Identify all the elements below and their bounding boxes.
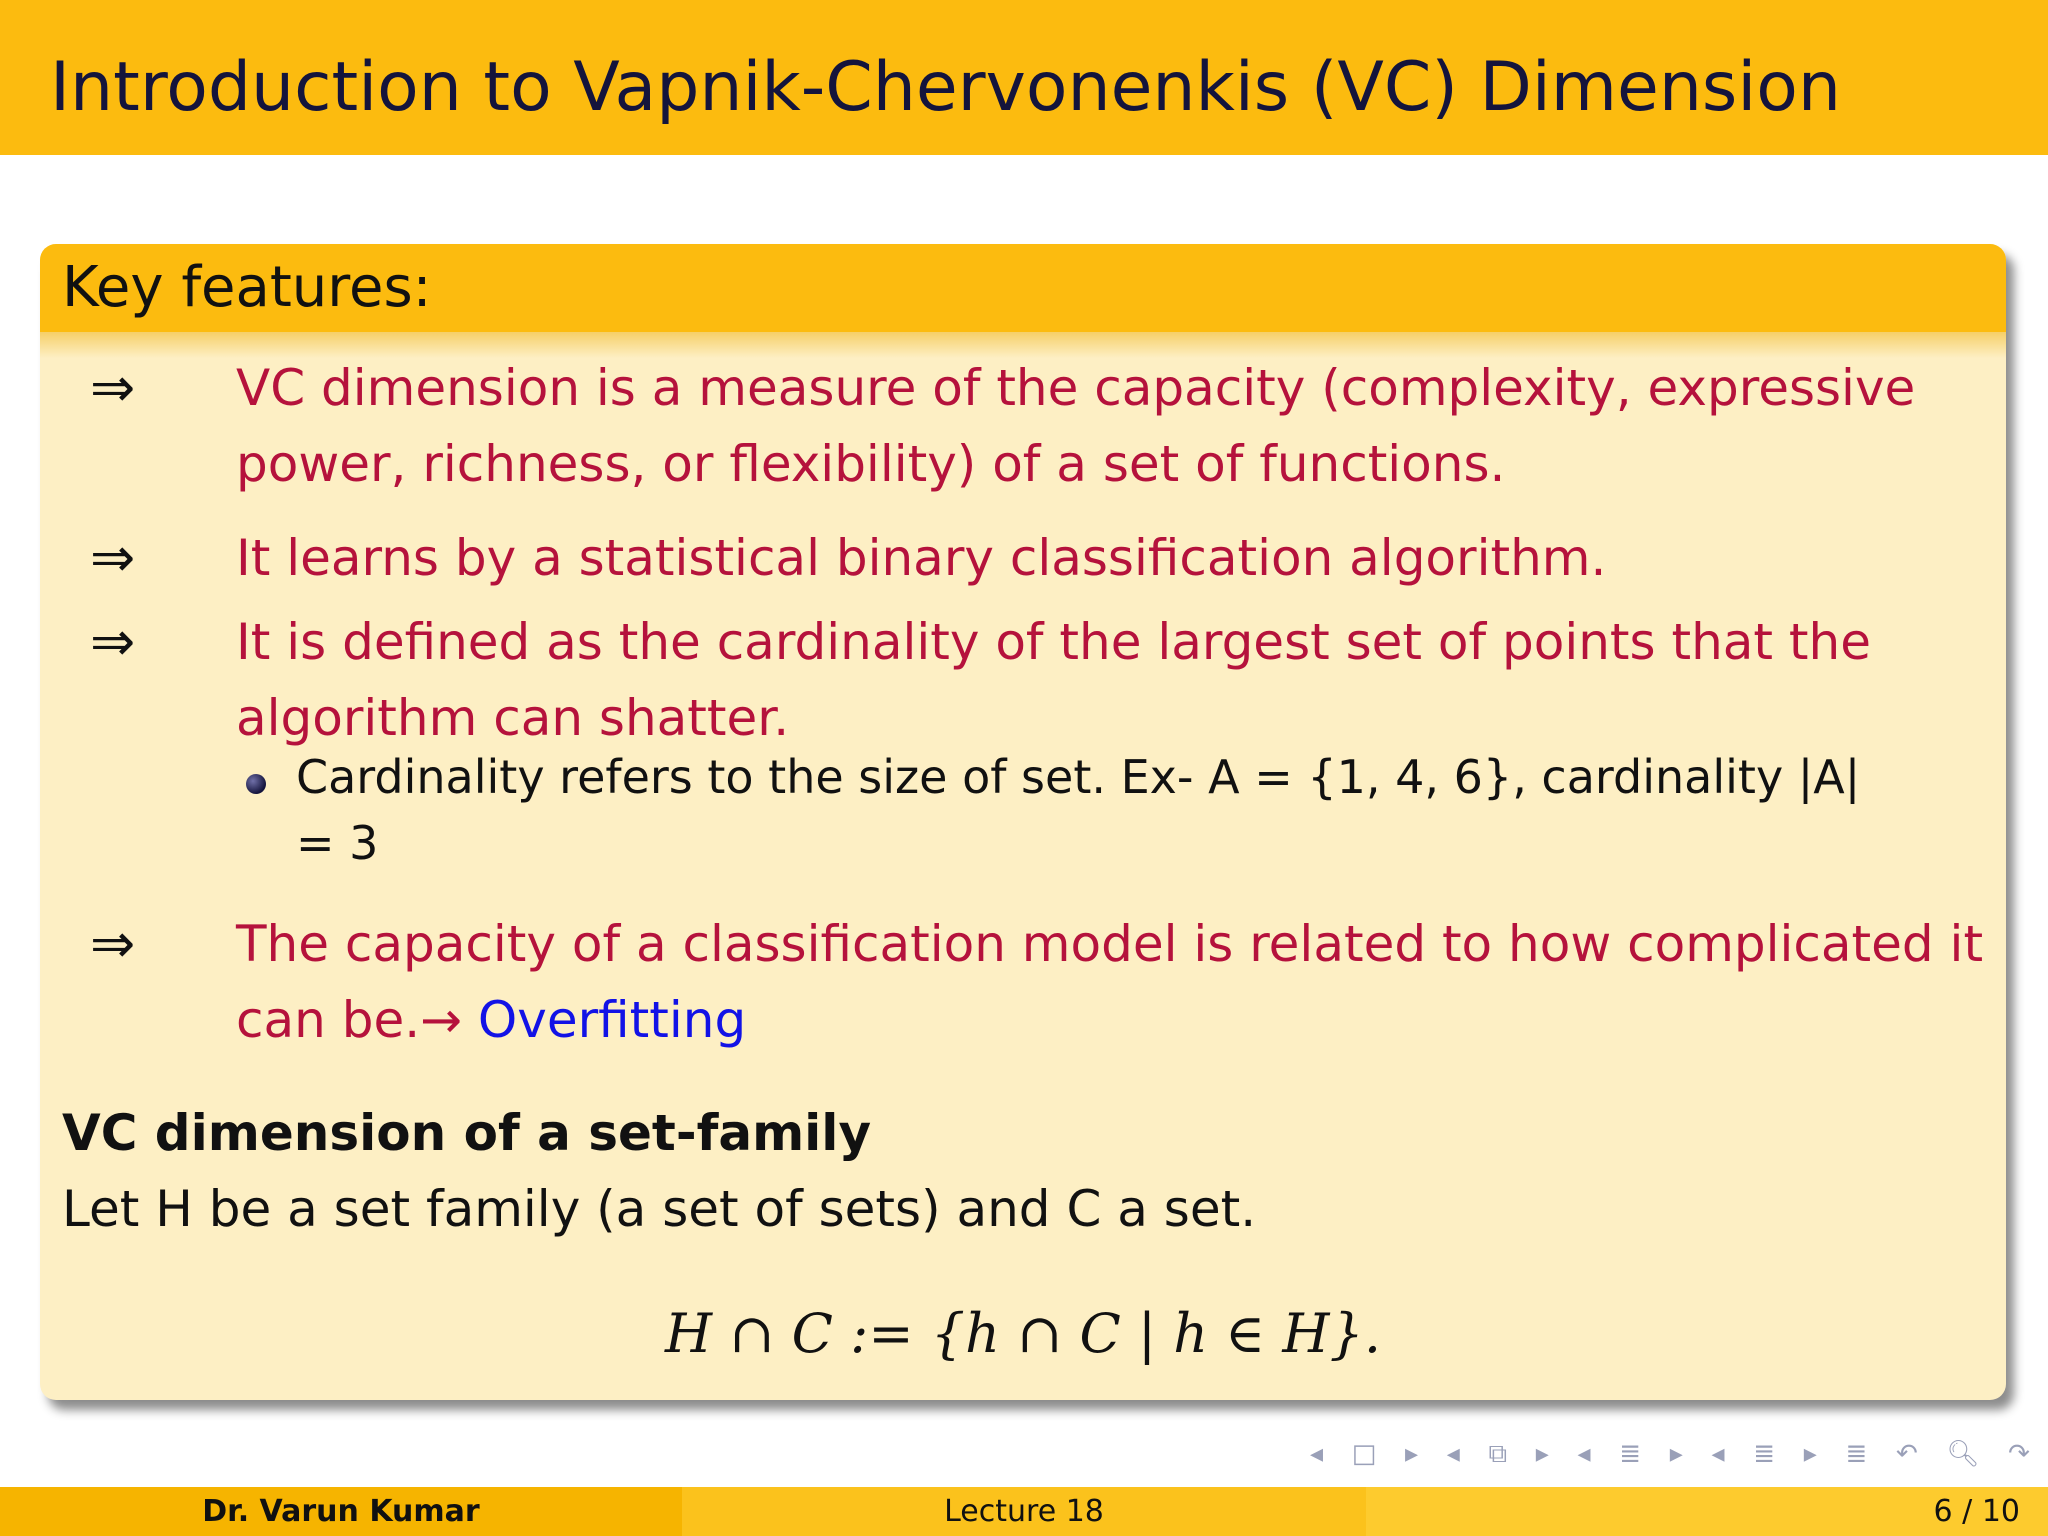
title-bar	[0, 0, 2048, 155]
implies-arrow-icon: ⇒	[90, 912, 136, 975]
forward-icon[interactable]: ↷	[2008, 1439, 2030, 1469]
next-frame-arrow-icon[interactable]: ▸	[1405, 1439, 1419, 1469]
bullet-text-main: The capacity of a classification model is related to how complicated it can be.→	[236, 915, 1984, 1049]
footer-author: Dr. Varun Kumar	[0, 1487, 682, 1536]
bullet-text: It is defined as the cardinality of the largest set of points that the algorithm can shatter.	[236, 613, 1871, 747]
search-icon[interactable]: 🔍︎	[1946, 1439, 1980, 1469]
footer-lecture: Lecture 18	[682, 1487, 1366, 1536]
next-subsection-arrow-icon[interactable]: ▸	[1535, 1439, 1549, 1469]
back-icon[interactable]: ↶	[1895, 1439, 1918, 1469]
key-features-block	[40, 244, 2006, 1400]
beamer-navigation	[1310, 1434, 2030, 1474]
frame-icon[interactable]: □	[1351, 1439, 1377, 1469]
prev-frame-arrow-icon[interactable]: ◂	[1310, 1439, 1324, 1469]
implies-arrow-icon: ⇒	[90, 610, 136, 673]
section-heading: VC dimension of a set-family	[62, 1104, 872, 1162]
next-document-arrow-icon[interactable]: ▸	[1803, 1439, 1817, 1469]
formula: H ∩ C := {h ∩ C | h ∈ H}.	[664, 1302, 1381, 1365]
section-text: Let H be a set family (a set of sets) and C a set.	[62, 1180, 1257, 1238]
sub-bullet-text: Cardinality refers to the size of set. Ex- A = {1, 4, 6}, cardinality |A| = 3	[296, 750, 1861, 870]
block-title: Key features:	[62, 255, 432, 320]
block-header	[40, 244, 2006, 332]
bullet-text	[236, 906, 2006, 1058]
implies-arrow-icon: ⇒	[90, 356, 136, 419]
page-number-text: 6 / 10	[1933, 1494, 2020, 1529]
footer	[0, 1487, 2048, 1536]
bullet-text: VC dimension is a measure of the capacity (complexity, expressive power, richness, or flexibility) of a set of functions.	[236, 359, 1916, 493]
next-section-arrow-icon[interactable]: ▸	[1669, 1439, 1683, 1469]
prev-subsection-arrow-icon[interactable]: ◂	[1446, 1439, 1460, 1469]
ball-bullet-icon	[246, 774, 266, 794]
footer-page-number	[1366, 1487, 2048, 1536]
prev-document-arrow-icon[interactable]: ◂	[1711, 1439, 1725, 1469]
appendix-icon[interactable]: ≣	[1845, 1439, 1868, 1469]
overfitting-link[interactable]: Overfitting	[477, 991, 747, 1049]
bullet-text: It learns by a statistical binary classification algorithm.	[236, 529, 1607, 587]
document-icon[interactable]: ≣	[1753, 1439, 1776, 1469]
section-icon[interactable]: ≣	[1619, 1439, 1642, 1469]
subsection-icon[interactable]: ⧉	[1488, 1438, 1508, 1469]
implies-arrow-icon: ⇒	[90, 526, 136, 589]
slide-title: Introduction to Vapnik-Chervonenkis (VC) Dimension	[50, 48, 1841, 127]
prev-section-arrow-icon[interactable]: ◂	[1577, 1439, 1591, 1469]
